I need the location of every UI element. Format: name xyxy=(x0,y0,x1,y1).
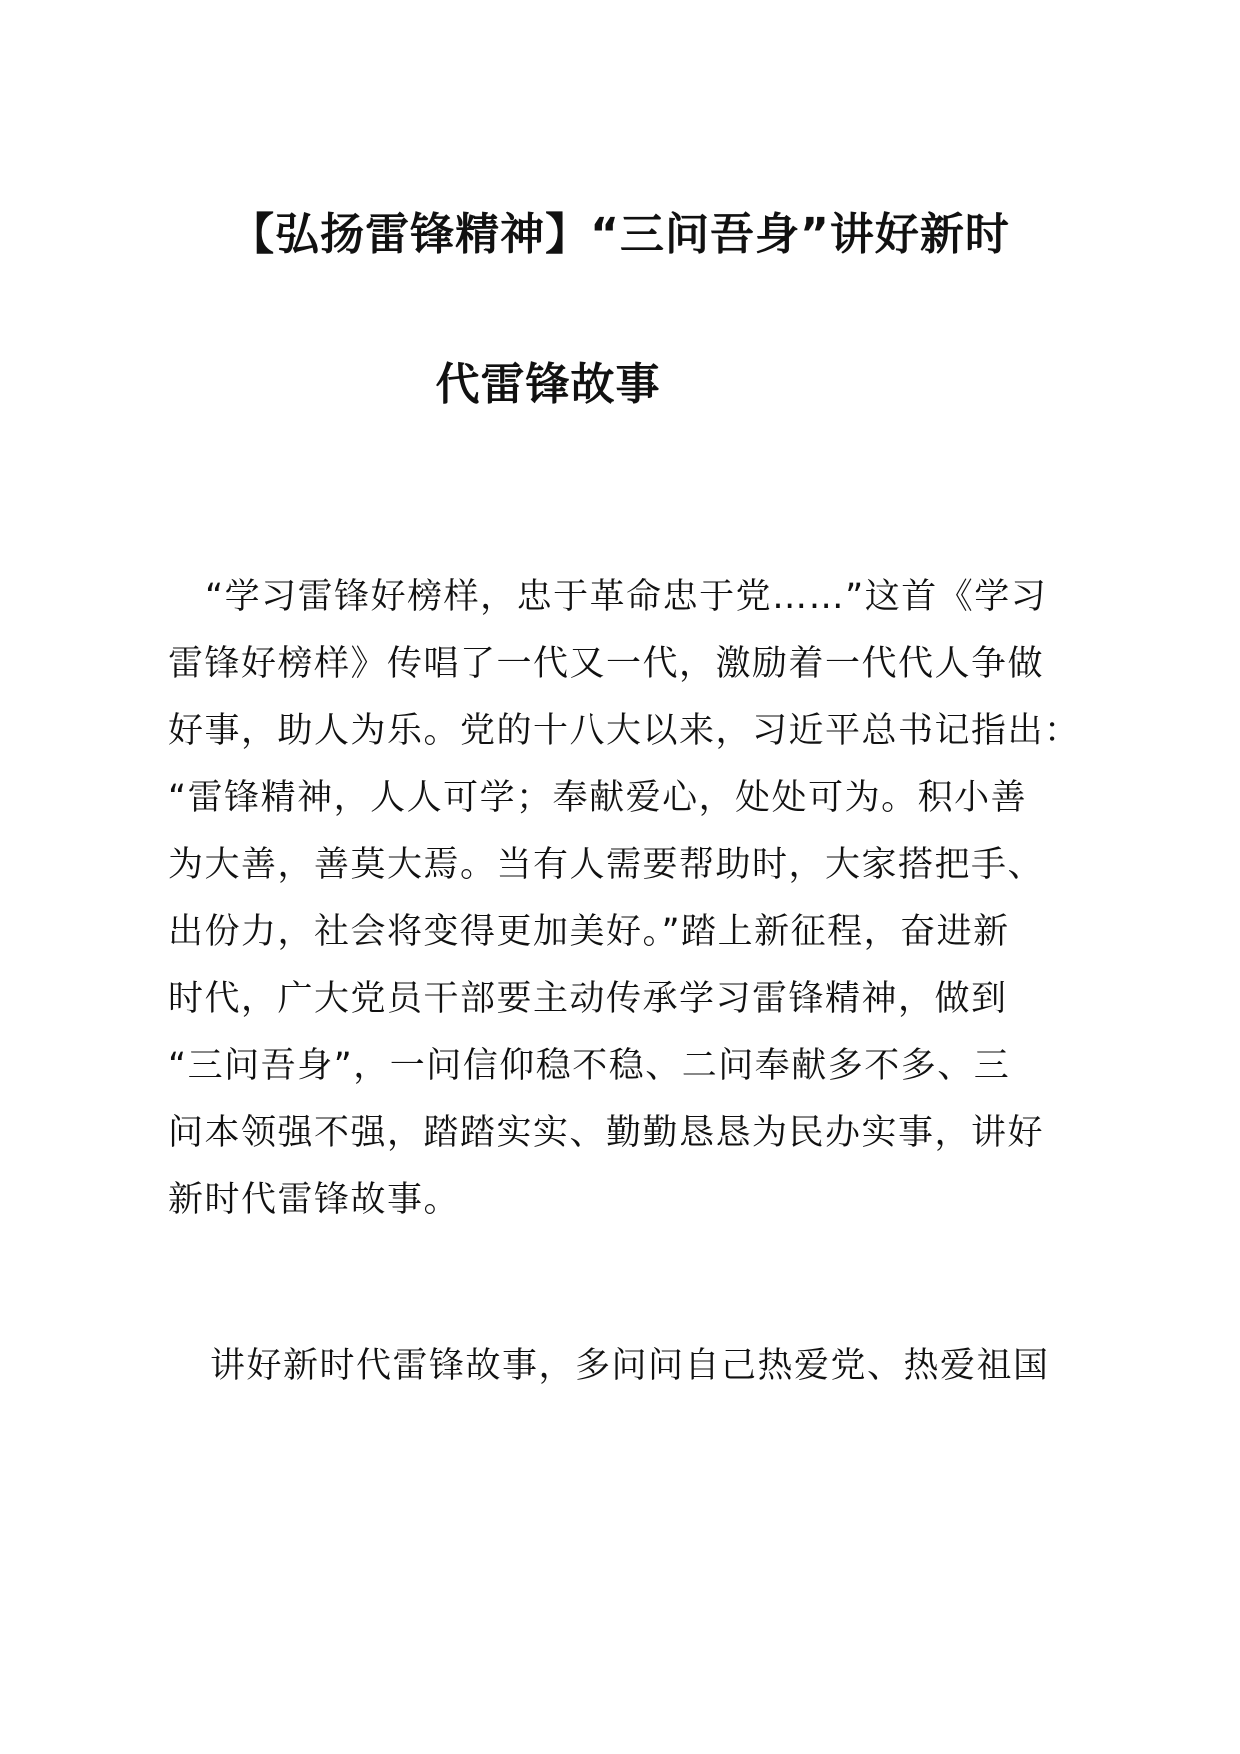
document-title-line-1 xyxy=(0,205,1240,265)
paragraph-1-line: 为大善，善莫大焉。当有人需要帮助时，大家搭把手、 xyxy=(168,845,1045,885)
paragraph-1-line: 新时代雷锋故事。 xyxy=(168,1180,461,1220)
paragraph-1-line: 出份力，社会将变得更加美好。”踏上新征程，奋进新 xyxy=(168,912,1010,952)
paragraph-2-line: 讲好新时代雷锋故事，多问问自己热爱党、热爱祖国 xyxy=(210,1346,1050,1386)
paragraph-1-line: “雷锋精神，人人可学；奉献爱心，处处可为。积小善 xyxy=(168,778,1028,818)
paragraph-1-line: 雷锋好榜样》传唱了一代又一代，激励着一代代人争做 xyxy=(168,644,1045,684)
paragraph-1-line: “三问吾身”，一问信仰稳不稳、二问奉献多不多、三 xyxy=(168,1046,1011,1086)
title-text-2: 代雷锋故事 xyxy=(435,359,661,410)
paragraph-1-line: 好事，助人为乐。党的十八大以来，习近平总书记指出： xyxy=(168,711,1081,751)
document-title-line-2 xyxy=(0,355,1240,415)
paragraph-1-line: “学习雷锋好榜样，忠于革命忠于党……”这首《学习 xyxy=(205,577,1048,617)
paragraph-1-line: 问本领强不强，踏踏实实、勤勤恳恳为民办实事，讲好 xyxy=(168,1113,1045,1153)
paragraph-1-line: 时代，广大党员干部要主动传承学习雷锋精神，做到 xyxy=(168,979,1008,1019)
title-text-1: 【弘扬雷锋精神】“三问吾身”讲好新时 xyxy=(230,209,1010,260)
